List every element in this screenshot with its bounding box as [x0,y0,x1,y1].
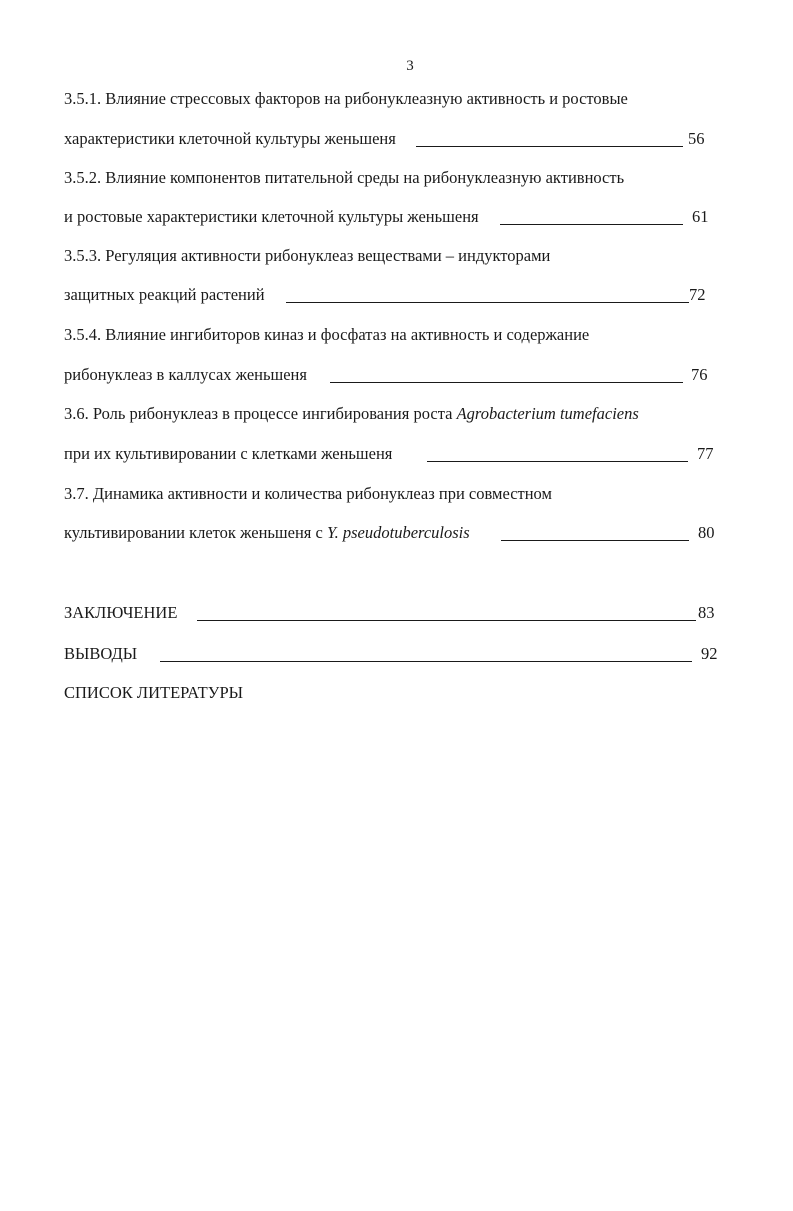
toc-entry-3-7-line1: 3.7. Динамика активности и количества рибонуклеаз при совместном [64,484,552,503]
toc-entry-page: 61 [692,207,709,226]
leader-line [330,382,683,383]
toc-entry-3-5-4-line1: 3.5.4. Влияние ингибиторов киназ и фосфатаз на активность и содержание [64,325,590,344]
toc-entry-page: 76 [691,365,708,384]
leader-line [416,146,683,147]
toc-entry-3-6-line1 [64,404,639,424]
toc-section-title: ЗАКЛЮЧЕНИЕ [64,603,178,622]
toc-entry-text: при их культивировании с клетками женьшеня [64,444,393,463]
toc-entry-text-pre: культивировании клеток женьшеня с [64,523,327,542]
toc-entry-text: защитных реакций растений [64,285,265,304]
toc-section-conclusion [64,603,724,623]
toc-section-page: 92 [701,644,718,663]
toc-entry-page: 80 [698,523,715,542]
leader-line [197,620,696,621]
toc-section-title: ВЫВОДЫ [64,644,138,663]
toc-entry-3-5-3-line1: 3.5.3. Регуляция активности рибонуклеаз веществами – индукторами [64,246,551,265]
toc-entry-italic: Agrobacterium tumefaciens [456,404,639,423]
toc-entry-page: 56 [688,129,705,148]
leader-line [286,302,689,303]
toc-entry-text: и ростовые характеристики клеточной культуры женьшеня [64,207,479,226]
toc-section-references: СПИСОК ЛИТЕРАТУРЫ [64,683,244,702]
toc-entry-italic: Y. pseudotuberculosis [326,523,470,542]
leader-line [501,540,689,541]
page-number: 3 [406,58,414,74]
leader-line [160,661,692,662]
toc-entry-3-5-3-line2 [64,285,714,305]
toc-entry-3-5-4-line2 [64,365,714,385]
toc-entry-page: 77 [697,444,714,463]
toc-section-findings [64,644,724,664]
toc-entry-text: 3.6. Роль рибонуклеаз в процессе ингибирования роста [64,404,457,423]
leader-line [500,224,683,225]
toc-entry-text: рибонуклеаз в каллусах женьшеня [64,365,307,384]
toc-entry-3-5-1-line1: 3.5.1. Влияние стрессовых факторов на рибонуклеазную активность и ростовые [64,89,628,108]
toc-section-page: 83 [698,603,715,622]
toc-entry-page: 72 [689,285,706,304]
toc-entry-3-7-line2 [64,523,724,543]
toc-entry-3-5-1-line2 [64,129,714,149]
toc-entry-3-6-line2 [64,444,724,464]
toc-entry-3-5-2-line2 [64,207,714,227]
toc-entry-text: характеристики клеточной культуры женьшеня [64,129,396,148]
leader-line [427,461,688,462]
toc-entry-3-5-2-line1: 3.5.2. Влияние компонентов питательной среды на рибонуклеазную активность [64,168,625,187]
toc-entry-text [64,523,470,543]
